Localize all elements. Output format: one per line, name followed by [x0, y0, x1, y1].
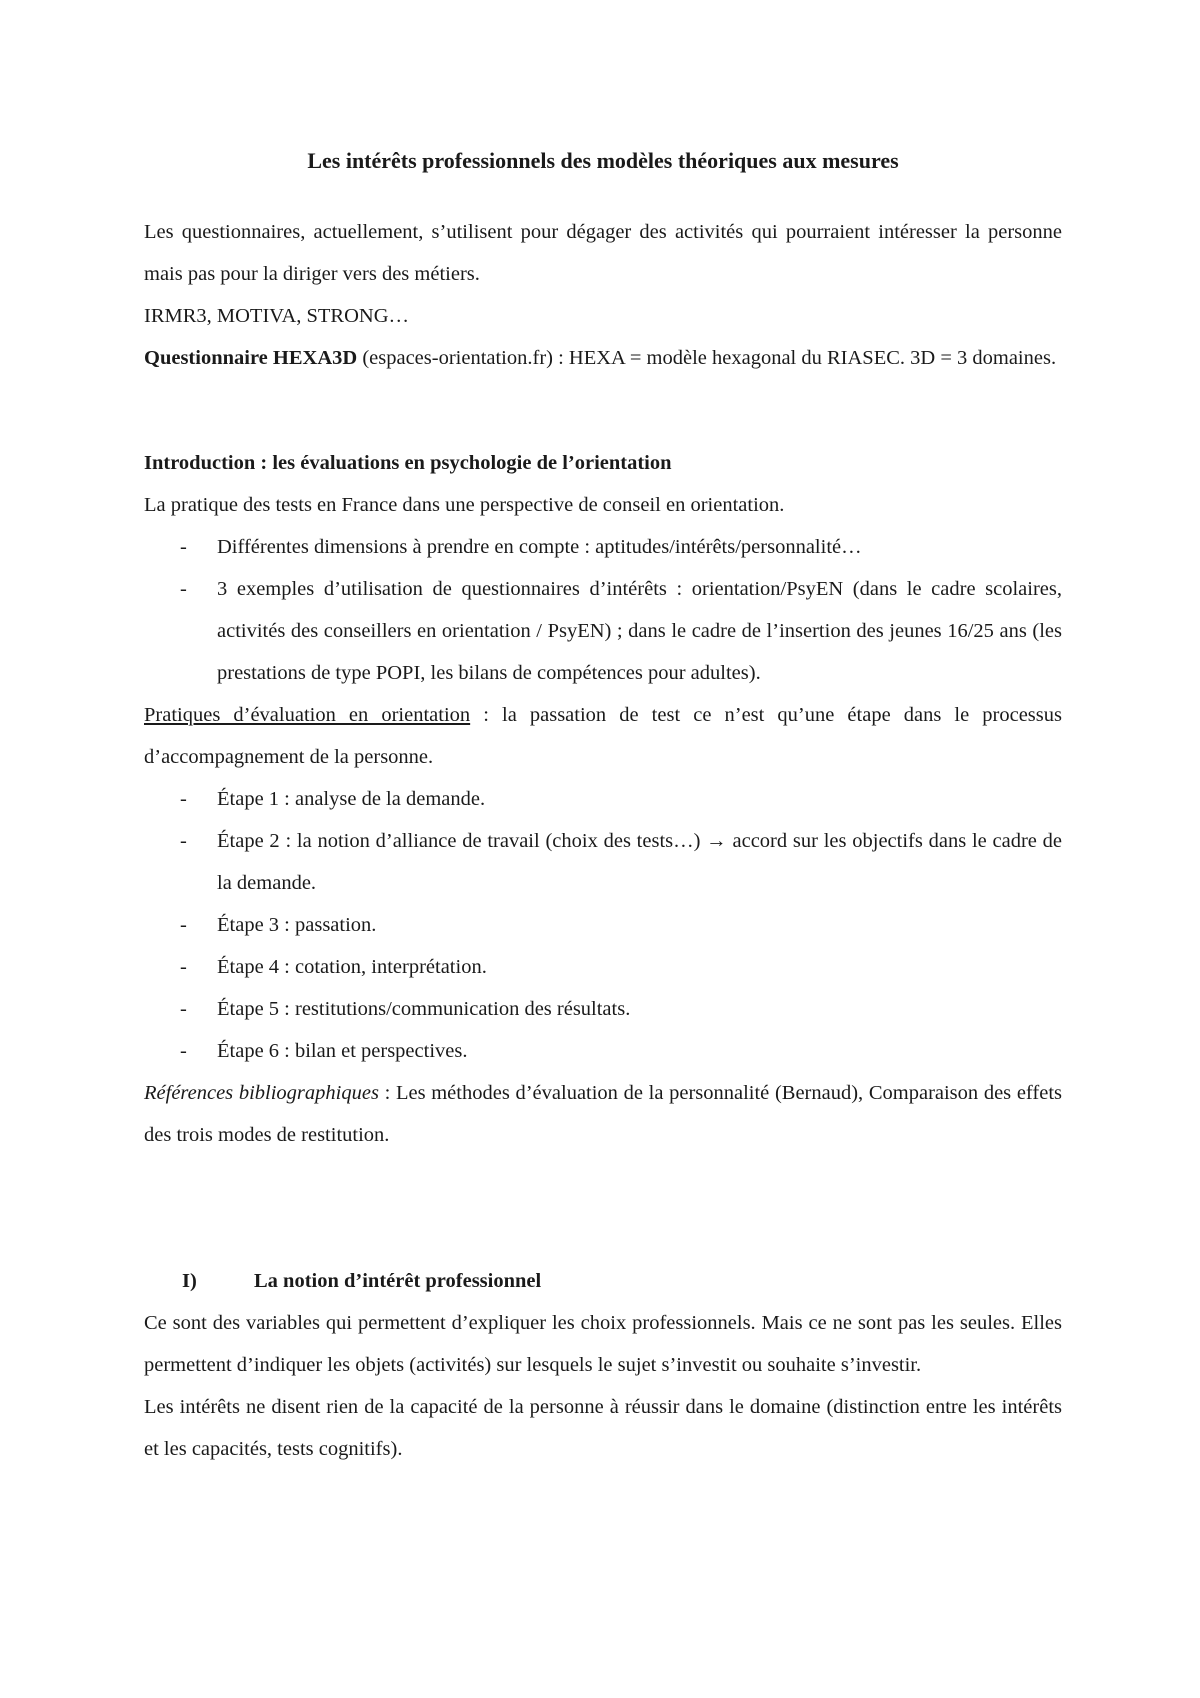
- section-1-paragraph-2: Les intérêts ne disent rien de la capacité de la personne à réussir dans le domaine (distinction entre les intérêts et les capacités, tests cognitifs).: [144, 1396, 1062, 1460]
- dash-marker: -: [180, 830, 187, 852]
- list-item: [144, 568, 1062, 694]
- references-text: : Les méthodes d’évaluation de la personnalité (Bernaud), Comparaison des effets des trois modes de restitution.: [144, 1082, 1062, 1146]
- pratiques-label: Pratiques d’évaluation en orientation: [144, 704, 471, 726]
- list-item: [144, 778, 1062, 820]
- list-item-text: Différentes dimensions à prendre en compte : aptitudes/intérêts/personnalité…: [217, 536, 862, 558]
- introduction-heading: Introduction : les évaluations en psychologie de l’orientation: [144, 452, 672, 474]
- references-paragraph: [144, 1072, 1062, 1156]
- step-text: Étape 1 : analyse de la demande.: [217, 788, 486, 810]
- section-1-heading: [144, 1260, 1062, 1302]
- list-item: [144, 820, 1062, 904]
- hexa3d-paragraph: [144, 337, 1062, 379]
- steps-list: [144, 778, 1062, 1072]
- dash-marker: -: [180, 1040, 187, 1062]
- section-1-paragraph-1: Ce sont des variables qui permettent d’expliquer les choix professionnels. Mais ce ne sont pas les seules. Elles permettent d’indiquer les objets (activités) sur lesquels le sujet s’investit ou souhaite s’investir.: [144, 1312, 1062, 1376]
- dash-marker: -: [180, 998, 187, 1020]
- step-text: Étape 4 : cotation, interprétation.: [217, 956, 487, 978]
- dash-marker: -: [180, 914, 187, 936]
- step-text: Étape 6 : bilan et perspectives.: [217, 1040, 468, 1062]
- list-item: [144, 904, 1062, 946]
- list-item-text: 3 exemples d’utilisation de questionnaires d’intérêts : orientation/PsyEN (dans le cadre scolaires, activités des conseillers en orientation / PsyEN) ; dans le cadre de l’insertion des jeunes 16/25 ans (les prestations de type POPI, les bilans de compétences pour adultes).: [217, 578, 1062, 684]
- questionnaires-list: IRMR3, MOTIVA, STRONG…: [144, 305, 410, 327]
- section-1-title: La notion d’intérêt professionnel: [254, 1270, 542, 1292]
- document-title: Les intérêts professionnels des modèles théoriques aux mesures: [307, 148, 899, 173]
- dash-marker: -: [180, 956, 187, 978]
- list-item: [144, 526, 1062, 568]
- intro-paragraph: Les questionnaires, actuellement, s’utilisent pour dégager des activités qui pourraient intéresser la personne mais pas pour la diriger vers des métiers.: [144, 221, 1062, 285]
- intro-block: [144, 211, 1062, 379]
- hexa3d-label: Questionnaire HEXA3D: [144, 347, 358, 369]
- list-item: [144, 946, 1062, 988]
- list-item: [144, 988, 1062, 1030]
- dash-marker: -: [180, 536, 187, 558]
- step-text: Étape 2 : la notion d’alliance de travail (choix des tests…) → accord sur les objectifs dans le cadre de la demande.: [217, 830, 1062, 894]
- section-1-number: I): [182, 1270, 197, 1292]
- references-label: Références bibliographiques: [144, 1082, 379, 1104]
- introduction-section: [144, 442, 1062, 1156]
- dash-marker: -: [180, 788, 187, 810]
- dash-marker: -: [180, 578, 187, 600]
- step-text: Étape 3 : passation.: [217, 914, 377, 936]
- pratiques-paragraph: [144, 694, 1062, 778]
- introduction-bullet-list: [144, 526, 1062, 694]
- step-text: Étape 5 : restitutions/communication des résultats.: [217, 998, 631, 1020]
- hexa3d-text: (espaces-orientation.fr) : HEXA = modèle hexagonal du RIASEC. 3D = 3 domaines.: [357, 347, 1057, 369]
- pratiques-text: : la passation de test ce n’est qu’une étape dans le processus d’accompagnement de la personne.: [144, 704, 1062, 768]
- section-1: [144, 1260, 1062, 1470]
- list-item: [144, 1030, 1062, 1072]
- introduction-lead: La pratique des tests en France dans une perspective de conseil en orientation.: [144, 494, 785, 516]
